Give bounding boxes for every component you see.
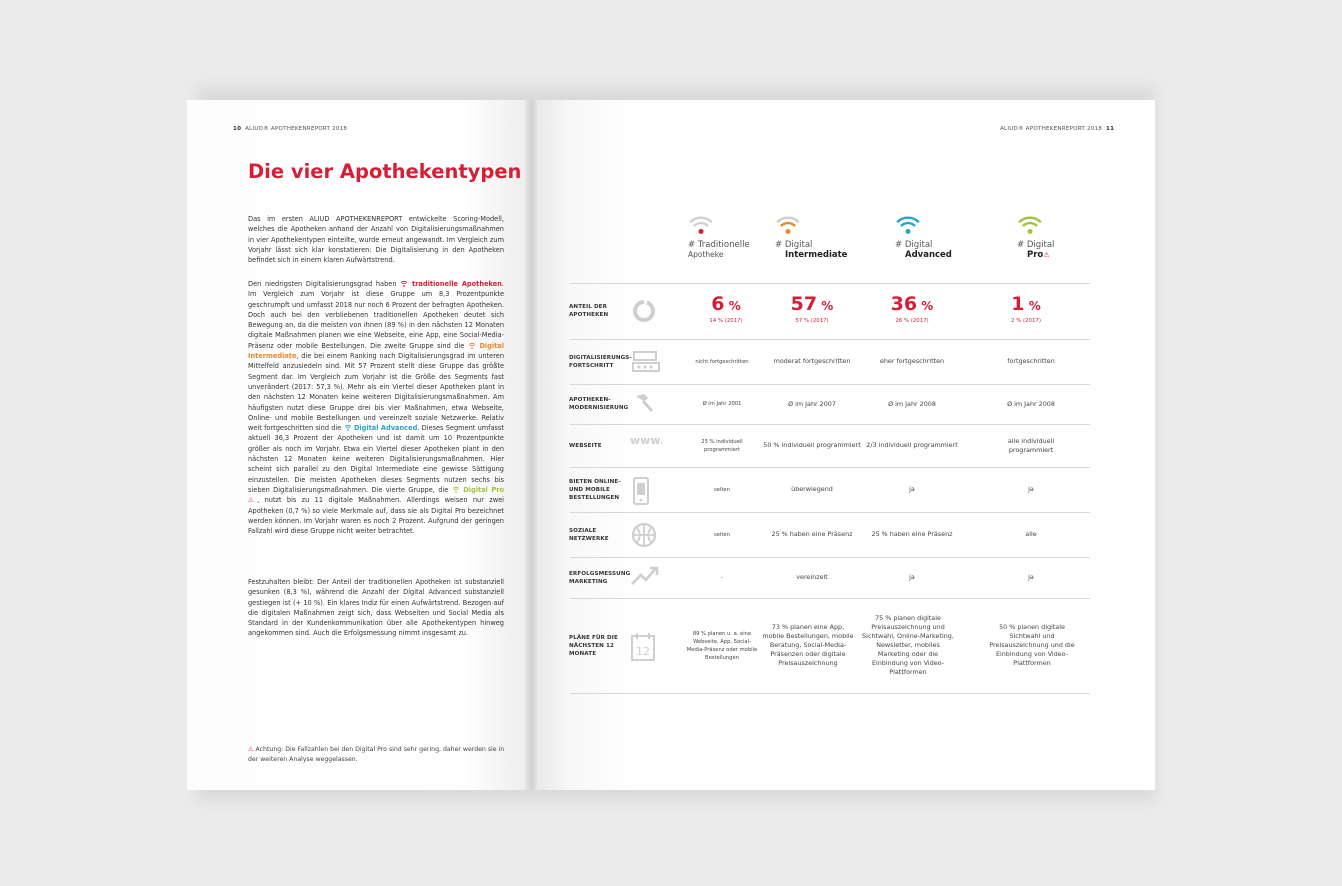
share-number: 36: [890, 293, 918, 315]
share-unit: %: [817, 299, 834, 313]
share-number: 1: [1011, 293, 1025, 315]
column-header: [895, 214, 995, 260]
share-previous-year: 14 % (2017): [709, 318, 743, 324]
column-header-line1: # Digital: [895, 240, 933, 250]
share-value: [676, 293, 776, 317]
warning-icon: ⚠: [248, 746, 254, 753]
table-cell: Ø im Jahr 2001: [702, 401, 742, 407]
row-label: ANTEIL DER APOTHEKEN: [569, 304, 609, 318]
share-value: [762, 293, 862, 317]
share-cell: [976, 293, 1076, 326]
share-value: [976, 293, 1076, 317]
table-cell: überwiegend: [791, 485, 833, 493]
wifi-icon: [895, 214, 995, 236]
row-label: APOTHEKEN-MODERNISIERUNG: [569, 397, 629, 411]
warning-icon: ⚠: [248, 496, 258, 505]
basketball-icon: [630, 521, 662, 549]
table-cell: vereinzelt: [796, 573, 828, 581]
svg-text:12: 12: [636, 644, 650, 658]
table-cell: selten: [714, 486, 730, 493]
row-label: WEBSEITE: [569, 442, 602, 449]
table-cell: nicht fortgeschritten: [695, 358, 749, 365]
types-paragraph: Den niedrigsten Digitalisierungsgrad haben traditionelle Apotheken. Im Vergleich zum Vorjahr ist diese Gruppe um 8,3 Prozentpunkte geschrumpft und umfasst 2018 nur noch 6 Prozent der befragten Apotheken. Doch auch bei den verbliebenen traditionellen Apotheken deutet sich Bewegung an, da die meisten von ihnen (89 %) in den nächsten 12 Monaten digitale Maßnahmen planen wie eine Webseite, eine App, eine Social-Media-Präsenz oder mobile Bestellungen. Die zweite Gruppe sind die Digital Intermediate, die bei einem Ranking nach Digitalisierungsgrad im unteren Mittelfeld anzusiedeln sind. Mit 57 Prozent stellt diese Gruppe das größte Segment dar. Im Vergleich zum Vorjahr ist die Größe des Segments fast unverändert (2017: 57,3 %). Mehr als ein Viertel dieser Apotheken plant in den nächsten 12 Monaten keine weiteren Digitalisierungsmaßnahmen. Am häufigsten nutzt diese Gruppe drei bis vier Maßnahmen, etwa Webseite, Online- und mobile Bestellungen und vereinzelt soziale Netzwerke. Relativ weit fortgeschritten sind die Digital Advanced. Dieses Segment umfasst aktuell 36,3 Prozent der Apotheken und ist damit um 10 Prozentpunkte größer als noch im Vorjahr. Etwa ein Viertel dieser Apotheken plant in den nächsten 12 Monaten keine weiteren Digitalisierungsmaßnahmen. Hier scheint sich parallel zu den Digital Intermediate eine gewisse Sättigung einzustellen. Die meisten Apotheken dieses Segments nutzen sechs bis sieben Digitalisierungsmaßnahmen. Die vierte Gruppe, die Digital Pro ⚠, nutzt bis zu 11 digitale Maßnahmen. Allerdings weisen nur zwei Apotheken (0,7 %) so viele Merkmale auf, dass sie als Digital Pro bezeichnet werden können. Im Vorjahr waren es noch 2 Prozent. Aufgrund der geringen Fallzahl wird diese Gruppe nicht weiter betrachtet.: [248, 280, 505, 536]
row-label: PLÄNE FÜR DIE NÄCHSTEN 12 MONATE: [569, 634, 618, 657]
table-divider: [570, 467, 1090, 468]
share-unit: %: [1024, 299, 1041, 313]
page-title: Die vier Apothekentypen: [248, 160, 522, 183]
table-cell: 89 % planen u. a. eine Webseite, App, Social-Media-Präsenz oder mobile Bestellungen: [686, 630, 758, 661]
warning-icon: ⚠: [1043, 251, 1050, 259]
svg-text:www.: www.: [630, 433, 662, 447]
column-header: [1017, 214, 1117, 260]
www-icon: [630, 432, 662, 460]
row-label: BIETEN ONLINE- UND MOBILE BESTELLUNGEN: [569, 478, 621, 501]
intro-paragraph: Das im ersten ALIUD APOTHEKENREPORT entwickelte Scoring-Modell, welches die Apotheken anhand der Anzahl von Digitalisierungsmaßnahmen in vier Apothekentypen einteilte, wurde erneut angewandt. Im Vergleich zum Vorjahr lässt sich klar konstatieren: Die Digitalisierung in den Apotheken befindet sich in einem klaren Aufwärtstrend.: [248, 215, 504, 265]
calendar-icon: [630, 632, 662, 660]
column-header-line2: Apotheke: [688, 250, 724, 259]
table-divider: [570, 384, 1090, 385]
share-previous-year: 26 % (2017): [895, 318, 929, 324]
pro-marker: Digital Pro ⚠: [248, 485, 504, 505]
column-header-line2: Advanced: [905, 250, 952, 260]
table-cell: 75 % planen digitale Preisauszeichnung und Sichtwahl, Online-Marketing, Newsletter, mobiles Marketing oder die Einbindung von Video-Plattformen: [862, 614, 954, 676]
table-cell: 50 % individuell programmiert: [763, 441, 861, 449]
table-cell: Ø im Jahr 2007: [788, 399, 836, 408]
row-label: SOZIALE NETZWERKE: [569, 527, 609, 542]
table-divider: [570, 598, 1090, 599]
table-cell: 25 % haben eine Präsenz: [771, 530, 853, 538]
share-cell: [762, 293, 862, 326]
share-unit: %: [724, 299, 741, 313]
wifi-icon: [688, 214, 788, 236]
column-header-line2: Intermediate: [785, 250, 848, 260]
table-cell: 25 % haben eine Präsenz: [871, 530, 953, 538]
share-value: [862, 293, 962, 317]
table-cell: fortgeschritten: [1007, 357, 1055, 365]
table-cell: -: [721, 574, 723, 581]
footnote: ⚠ Achtung: Die Fallzahlen bei den Digital Pro sind sehr gering, daher werden sie in der weiteren Analyse weggelassen.: [248, 746, 505, 763]
table-divider: [570, 512, 1090, 513]
column-header-line2: Pro⚠: [1027, 250, 1050, 260]
share-previous-year: 57 % (2017): [795, 318, 829, 324]
table-cell: alle individuell programmiert: [1007, 436, 1055, 454]
book-spine: [525, 100, 537, 790]
table-cell: ja: [909, 573, 915, 581]
table-cell: ja: [909, 485, 915, 493]
share-cell: [676, 293, 776, 326]
table-cell: ja: [1028, 485, 1034, 493]
row-label: DIGITALISIERUNGS-FORTSCHRITT: [569, 354, 632, 369]
table-cell: Ø im Jahr 2008: [888, 399, 936, 408]
phone-icon: [630, 476, 662, 504]
advanced-marker: Digital Advanced: [344, 424, 418, 432]
share-unit: %: [917, 299, 934, 313]
traditional-marker: traditionelle Apotheken: [400, 280, 502, 288]
hammer-icon: [630, 390, 662, 418]
table-divider: [570, 693, 1090, 694]
column-header-line1: # Traditionelle: [688, 240, 750, 250]
table-cell: alle: [1025, 530, 1037, 538]
share-previous-year: 2 % (2017): [1011, 318, 1041, 324]
column-header-line1: # Digital: [775, 240, 813, 250]
table-divider: [570, 557, 1090, 558]
progress-icon: [630, 348, 662, 376]
table-cell: 25 % individuell programmiert: [701, 438, 743, 453]
table-cell: selten: [714, 531, 730, 538]
column-header: [775, 214, 875, 260]
table-cell: moderat fortgeschritten: [773, 357, 851, 365]
table-cell: ja: [1028, 573, 1034, 581]
ring-icon: [630, 297, 662, 325]
row-label: ERFOLGSMESSUNG MARKETING: [569, 570, 631, 585]
wifi-icon: [1017, 214, 1117, 236]
column-header-line1: # Digital: [1017, 240, 1055, 250]
table-cell: 50 % planen digitale Sichtwahl und Preisauszeichnung und die Einbindung von Video-Plattformen: [989, 623, 1075, 667]
table-cell: 73 % planen eine App, mobile Bestellungen, mobile Beratung, Social-Media-Präsenzen oder digitale Preisauszeichnung: [762, 623, 854, 667]
table-cell: eher fortgeschritten: [879, 357, 945, 365]
table-cell: Ø im Jahr 2008: [1007, 399, 1055, 408]
share-cell: [862, 293, 962, 326]
intermediate-marker: Digital Intermediate: [248, 341, 505, 361]
table-divider: [570, 424, 1090, 425]
left-running-header: 10 ALIUD® APOTHEKENREPORT 2018: [233, 126, 348, 132]
table-divider: [570, 339, 1090, 340]
table-divider: [570, 283, 1090, 284]
conclusion-paragraph: Festzuhalten bleibt: Der Anteil der traditionellen Apotheken ist substanziell gesunken (8,3 %), während die Anzahl der Digital Advanced substanziell gestiegen ist (+ 10 %). Ein klares Indiz für einen Aufwärtstrend. Bezogen auf die digitalen Maßnahmen zeigt sich, dass Webseiten und Social Media als Standard in der Kundenkommunikation über alle Apothekentypen hinweg angekommen sind. Auch die Erfolgsmessung nimmt insgesamt zu.: [248, 578, 504, 638]
share-number: 6: [711, 293, 725, 315]
share-number: 57: [790, 293, 818, 315]
column-header: [688, 214, 788, 259]
right-running-header: ALIUD® APOTHEKENREPORT 2018 11: [1000, 126, 1115, 132]
wifi-icon: [775, 214, 875, 236]
trend-icon: [630, 564, 662, 592]
table-cell: 2/3 individuell programmiert: [866, 441, 958, 449]
